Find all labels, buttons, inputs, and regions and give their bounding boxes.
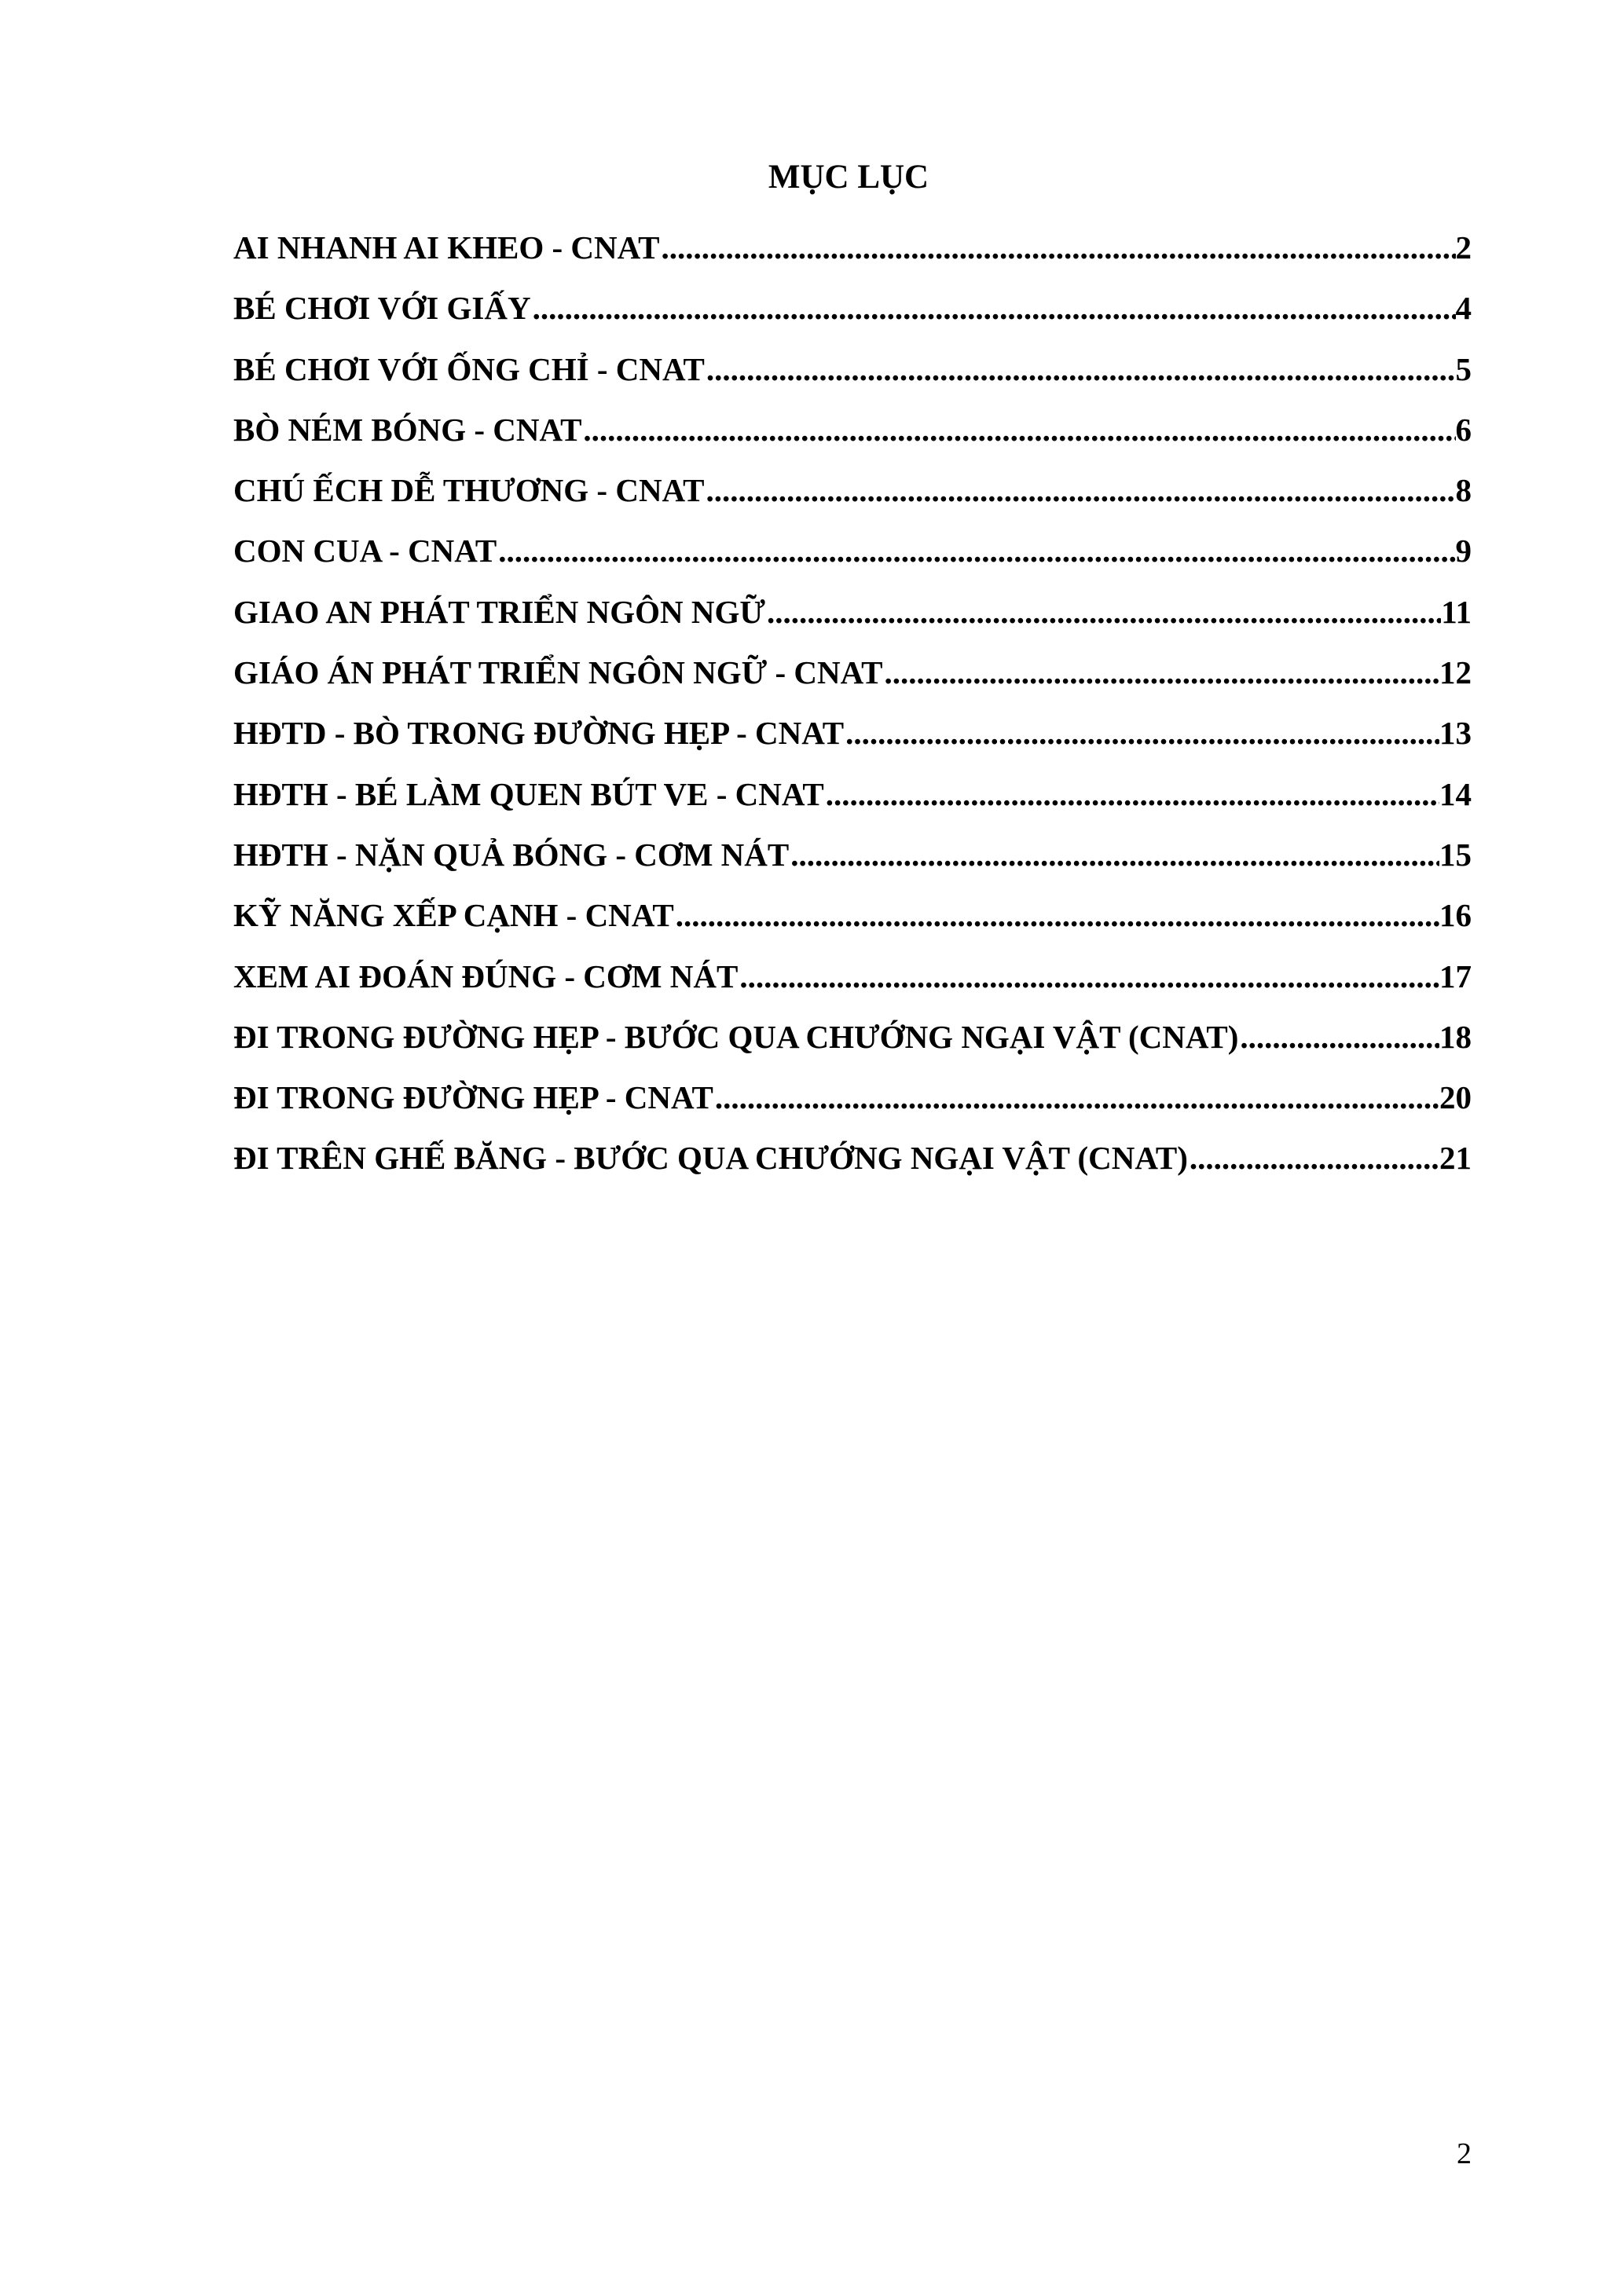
toc-entry[interactable] [233, 709, 1472, 770]
toc-entry-title: GIAO AN PHÁT TRIỂN NGÔN NGỮ [233, 593, 765, 630]
toc-entry-page: 12 [1439, 654, 1472, 691]
toc-entry-title: BÉ CHƠI VỚI ỐNG CHỈ - CNAT [233, 350, 705, 387]
toc-entry[interactable] [233, 649, 1472, 709]
toc-entry-page: 15 [1439, 836, 1472, 873]
toc-entry-title: CHÚ ẾCH DỄ THƯƠNG - CNAT [233, 472, 705, 509]
toc-entry-title: AI NHANH AI KHEO - CNAT [233, 229, 660, 265]
toc-dot-leader [1238, 1013, 1439, 1060]
toc-dot-leader [705, 346, 1456, 393]
toc-entry-title: BÉ CHƠI VỚI GIẤY [233, 290, 531, 327]
toc-dot-leader [704, 467, 1455, 514]
toc-entry[interactable] [233, 1074, 1472, 1134]
toc-dot-leader [674, 892, 1439, 939]
toc-entry[interactable] [233, 588, 1472, 649]
toc-entry[interactable] [233, 1134, 1472, 1195]
toc-entry[interactable] [233, 953, 1472, 1013]
toc-entry-title: HĐTH - BÉ LÀM QUEN BÚT VE - CNAT [233, 775, 824, 812]
toc-entry-page: 6 [1455, 411, 1472, 448]
toc-entry-page: 9 [1455, 533, 1472, 569]
toc-dot-leader [765, 588, 1441, 635]
toc-entry-title: ĐI TRÊN GHẾ BĂNG - BƯỚC QUA CHƯỚNG NGẠI VẬT (CNAT) [233, 1140, 1188, 1177]
toc-entry-page: 14 [1439, 775, 1472, 812]
toc-entry[interactable] [233, 771, 1472, 831]
toc-entry-title: ĐI TRONG ĐƯỜNG HẸP - CNAT [233, 1079, 713, 1116]
toc-entry-title: ĐI TRONG ĐƯỜNG HẸP - BƯỚC QUA CHƯỚNG NGẠI VẬT (CNAT) [233, 1018, 1239, 1055]
toc-entry-page: 13 [1439, 715, 1472, 752]
toc-dot-leader [824, 771, 1439, 818]
toc-entry[interactable] [233, 1013, 1472, 1074]
toc-dot-leader [789, 831, 1439, 878]
toc-dot-leader [738, 953, 1439, 1000]
toc-dot-leader [713, 1074, 1439, 1121]
page-number: 2 [1457, 2137, 1472, 2170]
toc-entry-page: 18 [1439, 1018, 1472, 1055]
toc-entry-page: 11 [1441, 593, 1472, 630]
toc-list [233, 224, 1472, 1196]
toc-entry-title: BÒ NÉM BÓNG - CNAT [233, 411, 582, 448]
toc-entry[interactable] [233, 467, 1472, 527]
toc-entry-title: KỸ NĂNG XẾP CẠNH - CNAT [233, 897, 674, 934]
toc-entry[interactable] [233, 284, 1472, 345]
toc-dot-leader [883, 649, 1439, 696]
toc-entry-page: 4 [1455, 290, 1472, 327]
toc-entry-title: HĐTD - BÒ TRONG ĐƯỜNG HẸP - CNAT [233, 715, 845, 752]
toc-dot-leader [1188, 1134, 1439, 1181]
toc-entry-page: 16 [1439, 897, 1472, 934]
toc-entry[interactable] [233, 406, 1472, 467]
toc-entry[interactable] [233, 346, 1472, 406]
toc-dot-leader [497, 527, 1455, 574]
toc-entry-page: 8 [1455, 472, 1472, 509]
toc-dot-leader [660, 224, 1456, 271]
toc-entry[interactable] [233, 831, 1472, 892]
toc-entry-title: GIÁO ÁN PHÁT TRIỂN NGÔN NGỮ - CNAT [233, 654, 883, 691]
toc-entry-page: 21 [1439, 1140, 1472, 1177]
toc-entry-page: 20 [1439, 1079, 1472, 1116]
toc-entry-page: 2 [1455, 229, 1472, 265]
toc-entry-page: 17 [1439, 958, 1472, 994]
toc-dot-leader [581, 406, 1455, 453]
toc-title: MỤC LỤC [768, 159, 929, 196]
toc-entry[interactable] [233, 224, 1472, 284]
toc-dot-leader [531, 284, 1456, 331]
toc-entry-title: HĐTH - NẶN QUẢ BÓNG - CƠM NÁT [233, 836, 790, 873]
toc-entry[interactable] [233, 527, 1472, 588]
toc-entry-title: XEM AI ĐOÁN ĐÚNG - CƠM NÁT [233, 958, 739, 994]
toc-dot-leader [844, 709, 1439, 756]
toc-entry[interactable] [233, 892, 1472, 952]
toc-entry-page: 5 [1455, 350, 1472, 387]
toc-entry-title: CON CUA - CNAT [233, 533, 497, 569]
